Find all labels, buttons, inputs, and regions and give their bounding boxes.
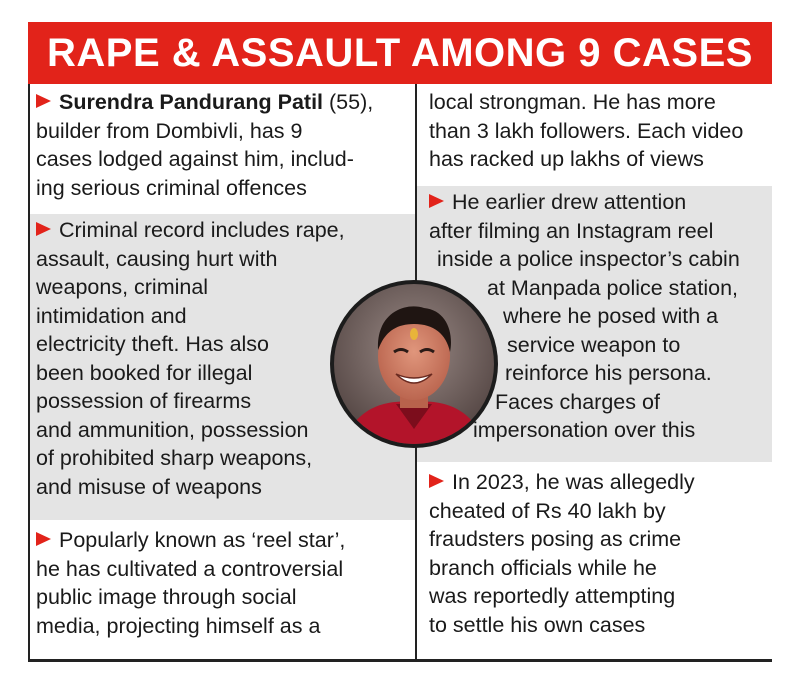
text-line: fraudsters posing as crime: [429, 527, 682, 551]
text-line: reinforce his persona.: [505, 361, 712, 385]
portrait-photo-icon: [334, 284, 494, 444]
text-line: media, projecting himself as a: [36, 613, 321, 638]
text-line: intimidation and: [36, 303, 187, 328]
text-fragment: Popularly known as ‘reel star’,: [59, 528, 346, 552]
text-line: [36, 526, 409, 555]
text-line: service weapon to: [507, 332, 681, 357]
text-line: after filming an Instagram reel: [429, 218, 714, 243]
text-line: was reportedly attempting: [429, 584, 676, 608]
text-line: [429, 468, 766, 497]
right-item-1: [417, 86, 772, 184]
text-line: where he posed with a: [503, 304, 719, 328]
text-line: and ammunition, possession: [36, 417, 309, 442]
text-line: cheated of Rs 40 lakh by: [429, 498, 666, 523]
text-line: assault, causing hurt with: [36, 246, 278, 271]
text-line: builder from Dombivli, has 9: [36, 118, 303, 143]
text-line: cases lodged against him, includ-: [36, 147, 354, 171]
right-item-3: [417, 466, 772, 659]
bottom-border: [28, 659, 772, 662]
text-line: possession of firearms: [36, 389, 252, 413]
text-line: public image through social: [36, 585, 297, 609]
text-line: has racked up lakhs of views: [429, 147, 704, 171]
text-line: weapons, criminal: [36, 275, 209, 299]
bullet-arrow-icon: [36, 532, 51, 546]
text-line: electricity theft. Has also: [36, 332, 270, 356]
bullet-arrow-icon: [36, 222, 51, 236]
text-line: at Manpada police station,: [487, 275, 738, 300]
left-item-3: [30, 524, 415, 659]
headline-banner: [28, 22, 772, 84]
text-fragment: (55),: [329, 90, 374, 114]
portrait-frame: [330, 280, 498, 448]
text-line: and misuse of weapons: [36, 474, 262, 499]
bullet-arrow-icon: [36, 94, 51, 108]
text-line: impersonation over this: [473, 418, 696, 442]
text-fragment: He earlier drew attention: [452, 190, 687, 214]
bullet-arrow-icon: [429, 474, 444, 488]
text-line: been booked for illegal: [36, 360, 253, 385]
bullet-arrow-icon: [429, 194, 444, 208]
text-line: branch officials while he: [429, 555, 657, 580]
text-line: he has cultivated a controversial: [36, 556, 344, 581]
text-line: inside a police inspector’s cabin: [437, 247, 740, 271]
text-fragment: Criminal record includes rape,: [59, 218, 345, 242]
person-name: Surendra Pandurang Patil: [59, 90, 324, 114]
left-item-1: [30, 86, 415, 212]
text-line: of prohibited sharp weapons,: [36, 446, 313, 470]
text-line: Faces charges of: [495, 389, 660, 414]
text-line: [429, 188, 766, 217]
text-line: [36, 216, 409, 245]
text-line: than 3 lakh followers. Each video: [429, 118, 744, 143]
text-line: local strongman. He has more: [429, 90, 716, 114]
text-line: ing serious criminal offences: [36, 175, 307, 200]
text-line: to settle his own cases: [429, 612, 646, 637]
headline: RAPE & ASSAULT AMONG 9 CASES: [47, 30, 753, 75]
text-line: [36, 88, 409, 117]
text-fragment: In 2023, he was allegedly: [452, 470, 695, 494]
